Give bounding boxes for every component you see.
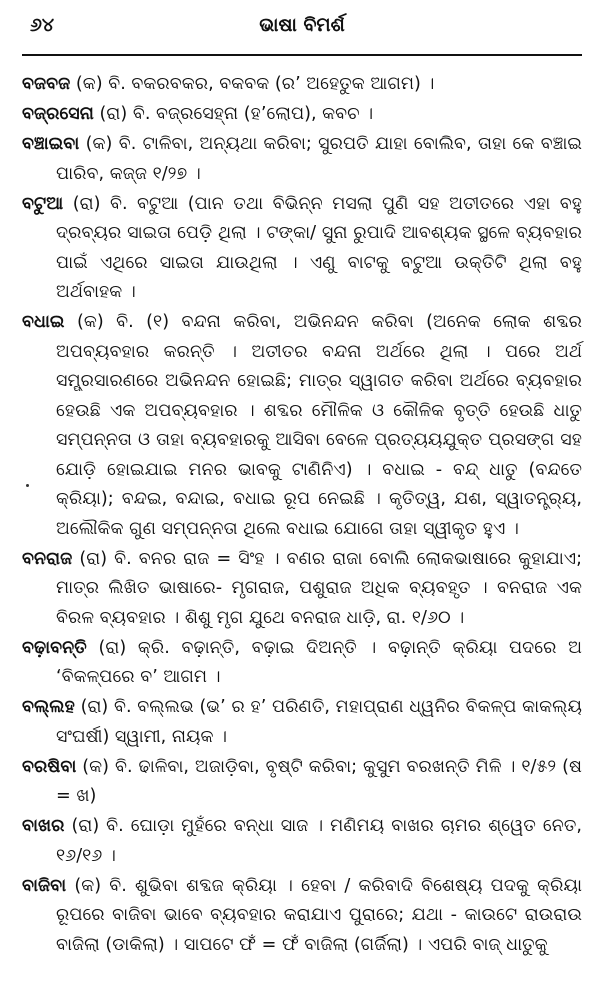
dictionary-entry: [22, 872, 582, 961]
dictionary-entry: [22, 130, 582, 189]
entry-headword: ବଟୁଆ: [22, 193, 64, 214]
page-header: [22, 10, 582, 44]
entry-headword: ବରଷିବା: [22, 756, 77, 777]
running-title: ଭାଷା ବିମର୍ଶ: [259, 14, 345, 36]
entry-definition: (କ) ବି. ବକରବକର, ବକବକ (ର’ ଅହେତୁକ ଆଗମ) ।: [70, 74, 435, 94]
entry-definition: (ରା) ବି. ଘୋଡ଼ା ମୁହଁରେ ବନ୍ଧା ସାଜ । ମଣିମୟ ବାଖର ଚାମର ଶ୍ୱେତ ନେତ, ୧୬/୧୬ ।: [56, 816, 582, 866]
entry-headword: ବନରାଜ: [22, 548, 73, 569]
entry-definition: (କ) ବି. ଟାଳିବା, ଅନ୍ୟଥା କରିବା; ସୁରପତି ଯାହା ବୋଲିବ, ତାହା କେ ବଞ୍ଚାଇ ପାରିବ, କଜ୍ଜ ୧/୨୭ ।: [56, 134, 582, 184]
entry-definition: (କ) ବି. (୧) ବନ୍ଦନା କରିବା, ଅଭିନନ୍ଦନ କରିବା (ଅନେକ ଲୋକ ଶବ୍ଦର ଅପବ୍ୟବହାର କରନ୍ତି । ଅତୀତର ବନ୍ଦନା ଅର୍ଥରେ ଥିଲା । ପରେ ଅର୍ଥ ସମ୍ପ୍ରସାରଣରେ ଅଭିନନ୍ଦନ ହୋଇଛି; ମାତ୍ର ସ୍ୱାଗତ କରିବା ଅର୍ଥରେ ବ୍ୟବହାର ହେଉଛି ଏକ ଅପବ୍ୟବହାର । ଶବ୍ଦର ମୌଳିକ ଓ କୌଳିକ ବୃତ୍ତି ହେଉଛି ଧାତୁ ସମ୍ପନ୍ନତା ଓ ତାହା ବ୍ୟବହାରକୁ ଆସିବା ବେଳେ ପ୍ରତ୍ୟୟଯୁକ୍ତ ପ୍ରସଙ୍ଗ ସହ ଯୋଡ଼ି ହୋଇଯାଇ ମନର ଭାବକୁ ଟାଣିନିଏ) । ବଧାଇ - ବନ୍ଦ୍ ଧାତୁ (ବନ୍ଦତେ କ୍ରିୟା); ବନ୍ଦଇ, ବନ୍ଦାଇ, ବଧାଇ ରୂପ ନେଇଛି । କୃତିତ୍ୱ, ଯଶ, ସ୍ୱାତନ୍ତ୍ର୍ୟ, ଅଲୌକିକ ଗୁଣ ସମ୍ପନ୍ନତା ଥିଲେ ବଧାଇ ଯୋଗେ ତାହା ସ୍ୱୀକୃତ ହୁଏ ।: [56, 312, 582, 539]
entry-headword: ବାଜିବା: [22, 875, 67, 896]
dictionary-entry: [22, 634, 582, 693]
entry-definition: (ରା) ବି. ବଜ୍ରସେହ୍ନା (ହ’ଲୋପ), କବଚ ।: [93, 104, 374, 124]
entry-headword: ବଧାଇ: [22, 312, 65, 332]
entry-headword: ବଢ଼ାବନ୍ତି: [22, 637, 87, 658]
dictionary-entry: [22, 70, 582, 100]
dictionary-entry: [22, 100, 582, 130]
dictionary-entry: [22, 753, 582, 812]
dictionary-entry: [22, 545, 582, 634]
dictionary-entries: [22, 70, 582, 960]
entry-headword: ବଞ୍ଚାଇବା: [22, 134, 80, 154]
entry-headword: ବାଖର: [22, 816, 65, 836]
entry-definition: (କ) ବି. ଶୁଭିବା ଶବ୍ଦଜ କ୍ରିୟା । ହେବା / କରିବାଦି ବିଶେଷ୍ୟ ପଦକୁ କ୍ରିୟା ରୂପରେ ବାଜିବା ଭାବେ ବ୍ୟବହାର କରାଯାଏ ପୁରାରେ; ଯଥା - କାଉଟେ ରାଉରାଉ ବାଜିଲା (ଡାକିଲା) । ସାପଟେ ଫଁ = ଫଁ ବାଜିଲା (ଗର୍ଜିଲା) । ଏପରି ବାଜ୍ ଧାତୁକୁ: [56, 875, 582, 955]
entry-definition: (ରା) ବି. ବଟୁଆ (ପାନ ତଥା ବିଭିନ୍ନ ମସଲା ପୁଣି ସହ ଅତୀତରେ ଏହା ବହୁ ଦ୍ରବ୍ୟର ସାଇତା ପେଡ଼ି ଥିଲା । ଟଙ୍କା/ ସୁନା ରୁପାଦି ଆବଶ୍ୟକ ସ୍ଥଳେ ବ୍ୟବହାର ପାଇଁ ଏଥିରେ ସାଇତା ଯାଉଥିଲା । ଏଣୁ ବାଟକୁ ବଟୁଆ ଉକ୍ତିଟି ଥିଲା ବହୁ ଅର୍ଥବାହକ ।: [56, 193, 582, 302]
dictionary-entry: [22, 693, 582, 752]
header-rule: [22, 54, 582, 56]
entry-headword: ବଲ୍ଲହ: [22, 697, 75, 717]
entry-definition: (ରା) ବି. ବଲ୍ଲଭ (ଭ’ ର ହ’ ପରିଣତି, ମହାପ୍ରାଣ ଧ୍ୱନିର ବିକଳ୍ପ କାକଲ୍ୟ ସଂଘର୍ଷୀ) ସ୍ୱାମୀ, ନାୟକ ।: [56, 697, 582, 747]
entry-definition: (କ) ବି. ଢାଳିବା, ଅଜାଡ଼ିବା, ବୃଷ୍ଟି କରିବା; କୁସୁମ ବରଖନ୍ତି ମିଳି । ୧/୫୨ (ଷ = ଖ): [56, 756, 582, 806]
page-number: ୬୪: [30, 14, 55, 36]
ink-speck: [26, 484, 29, 487]
entry-headword: ବଜ୍ରସେନା: [22, 104, 94, 124]
entry-definition: (ରା) କ୍ରି. ବଢ଼ାନ୍ତି, ବଢ଼ାଇ ଦିଅନ୍ତି । ବଢ଼ାନ୍ତି କ୍ରିୟା ପଦରେ ଅ ‘ବିକଳ୍ପରେ ବ’ ଆଗମ ।: [56, 637, 582, 687]
dictionary-entry: [22, 308, 582, 544]
entry-definition: (ରା) ବି. ବନର ରାଜ = ସିଂହ । ବଣର ରାଜା ବୋଲି ଲୋକଭାଷାରେ କୁହାଯାଏ; ମାତ୍ର ଲିଖିତ ଭାଷାରେ- ମୃଗରାଜ, ପଶୁରାଜ ଅଧିକ ବ୍ୟବହୃତ । ବନରାଜ ଏକ ବିରଳ ବ୍ୟବହାର । ଶିଶୁ ମୃଗ ଯୁଥେ ବନରାଜ ଧାଡ଼ି, ରା. ୧/୬୦ ।: [56, 548, 582, 628]
dictionary-entry: [22, 812, 582, 871]
dictionary-entry: [22, 190, 582, 308]
entry-headword: ବଜବଜ: [22, 74, 71, 94]
